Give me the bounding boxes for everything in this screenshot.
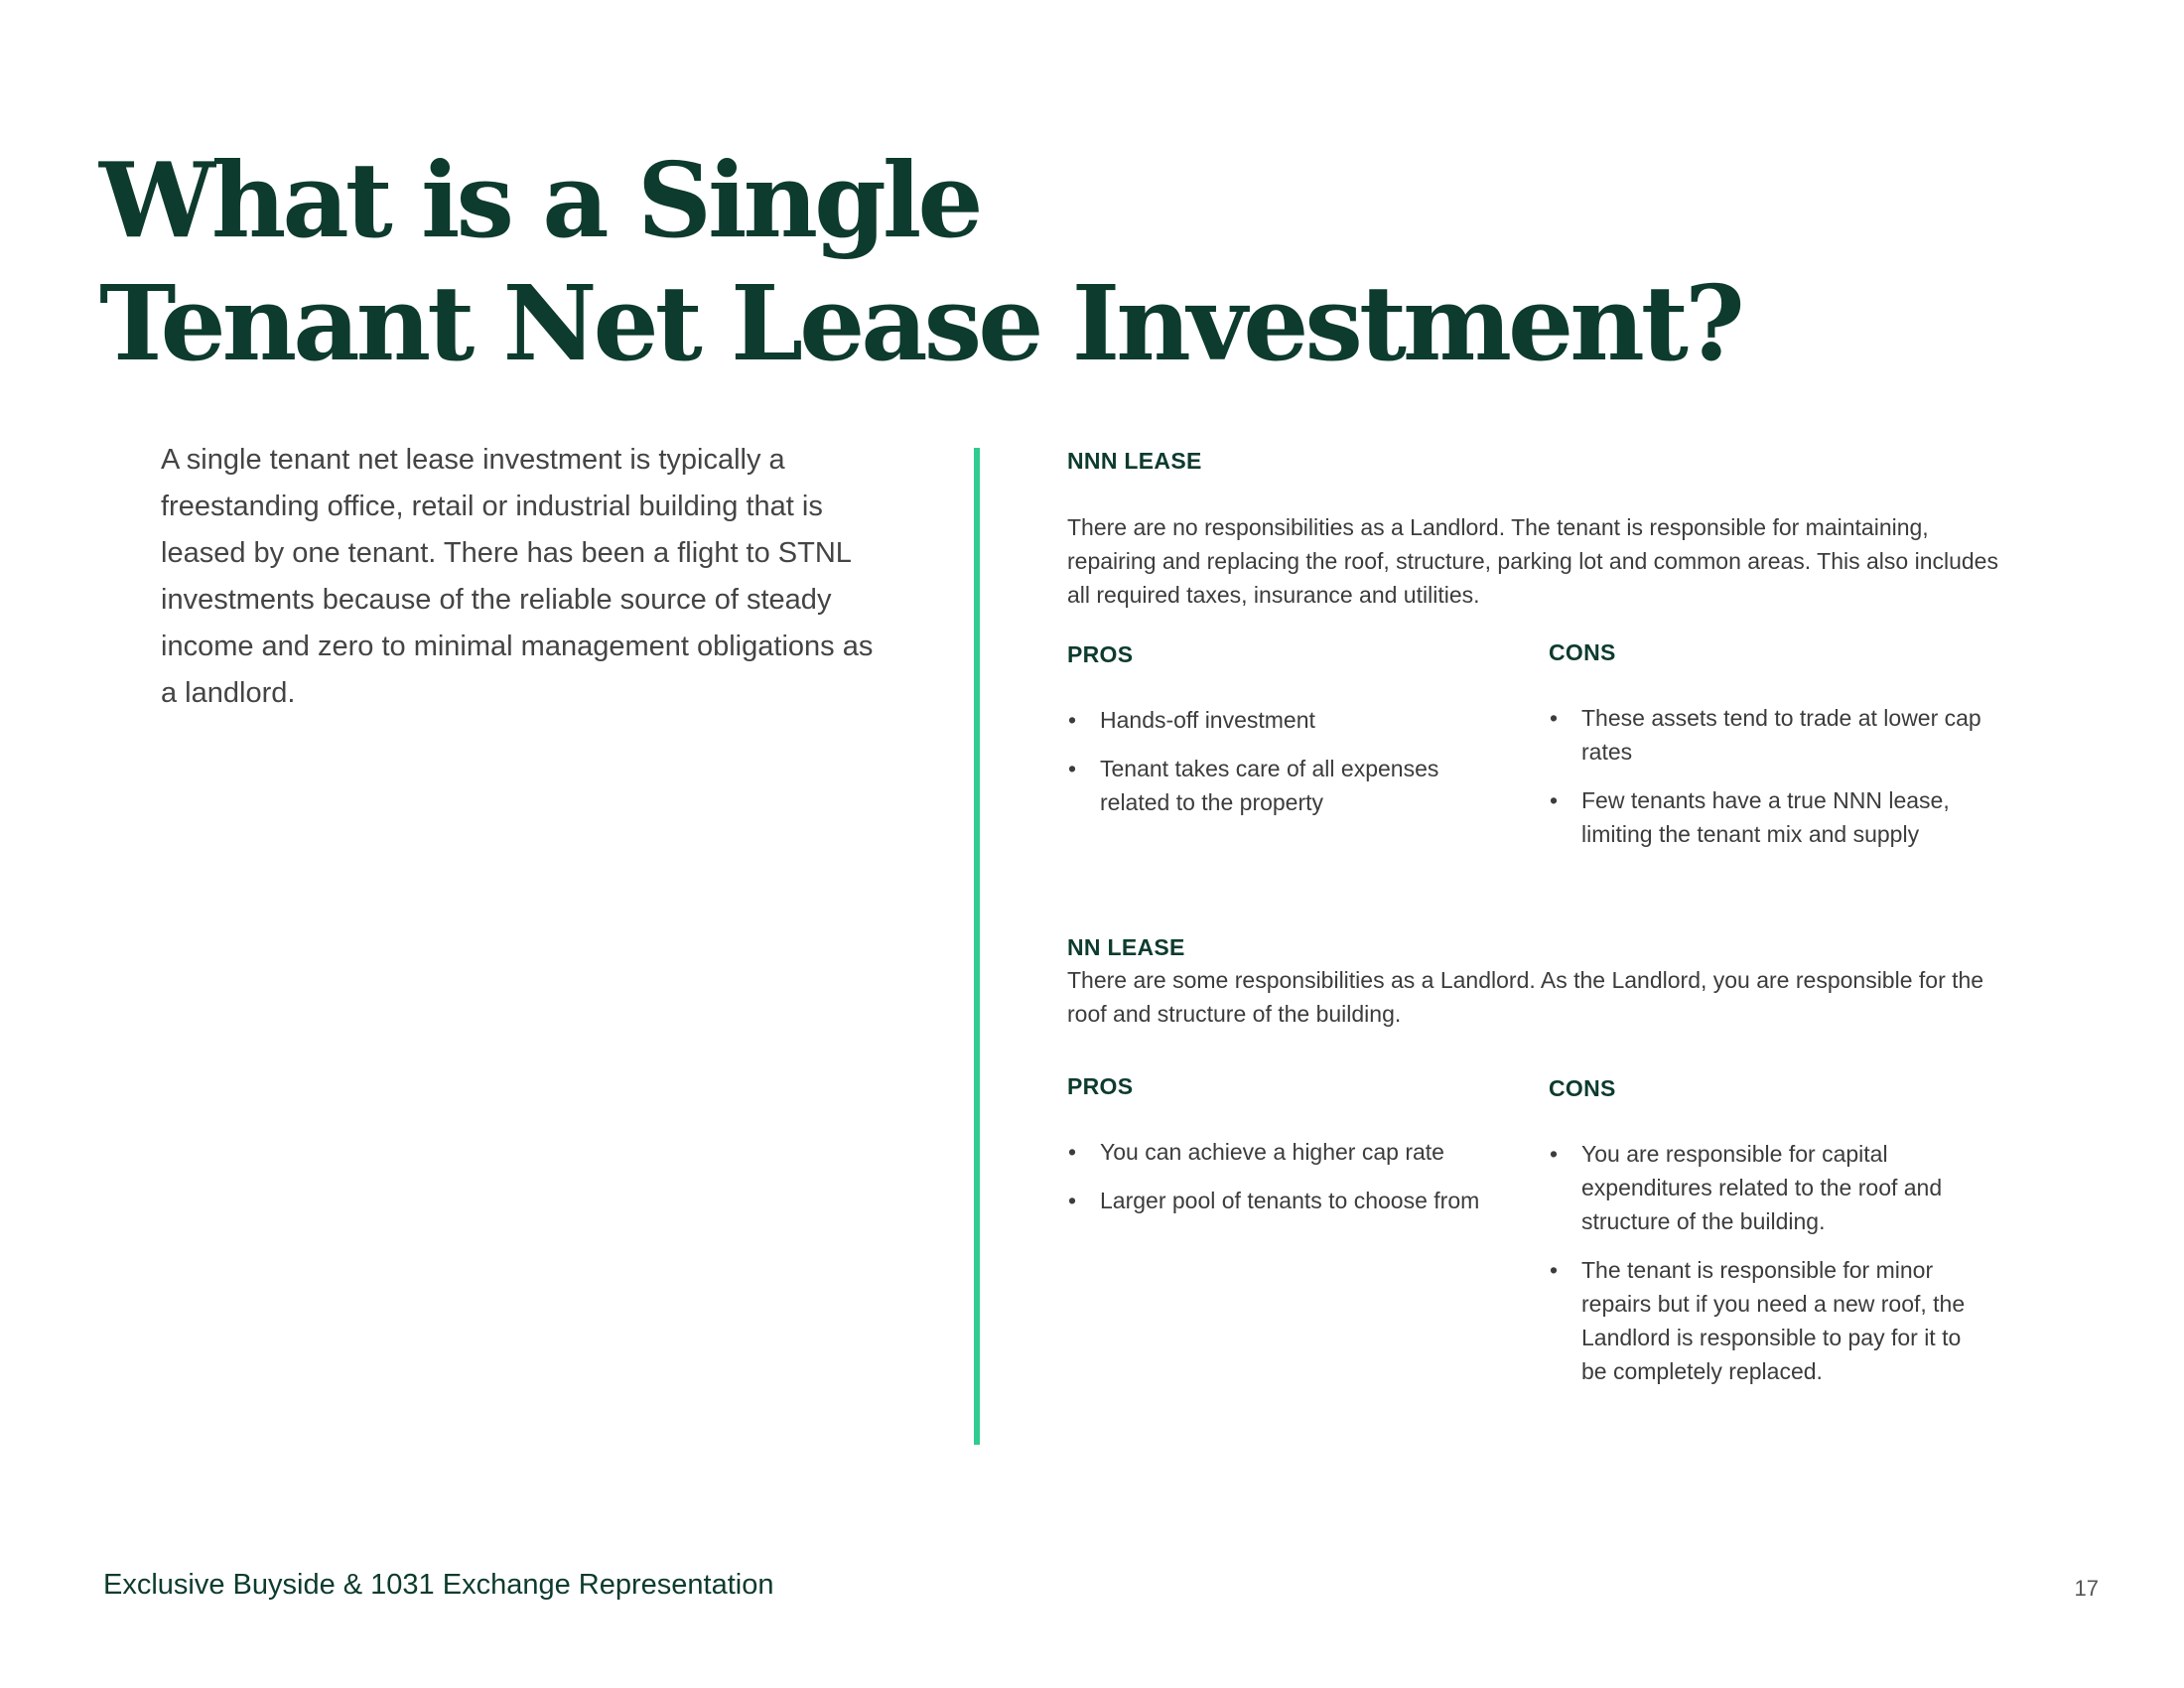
page-title-line-1: What is a Single xyxy=(99,139,980,261)
nnn-lease-heading: NNN LEASE xyxy=(1067,448,1202,474)
nn-lease-heading: NN LEASE xyxy=(1067,934,1185,960)
page-number: 17 xyxy=(2074,1576,2099,1601)
nnn-pros-list xyxy=(1067,703,1509,819)
vertical-divider xyxy=(974,448,980,1445)
list-item: • These assets tend to trade at lower cap rates xyxy=(1550,705,1981,765)
page-title xyxy=(99,139,1741,385)
list-item: • The tenant is responsible for minor repairs but if you need a new roof, the Landlord is responsible to pay for it to be completely replaced. xyxy=(1550,1257,1966,1384)
nn-pros-cons xyxy=(1067,1070,2020,1384)
nn-cons-column xyxy=(1549,1072,2015,1403)
list-item: • You are responsible for capital expenditures related to the roof and structure of the building. xyxy=(1550,1141,1943,1234)
list-item: • Hands-off investment xyxy=(1068,707,1315,733)
page-title-line-2: Tenant Net Lease Investment? xyxy=(99,262,1741,384)
nnn-cons-heading: CONS xyxy=(1549,639,1616,665)
nn-lease-section xyxy=(1067,931,2020,1384)
nnn-lease-description: There are no responsibilities as a Landlord. The tenant is responsible for maintaining, repairing and replacing the roof, structure, parking lot and common areas. This also includes all required taxes, insurance and utilities. xyxy=(1067,514,1998,608)
nnn-pros-column xyxy=(1067,638,1534,834)
nnn-pros-cons xyxy=(1067,636,2020,847)
list-item: • Tenant takes care of all expenses related to the property xyxy=(1068,756,1439,815)
nn-pros-column xyxy=(1067,1070,1534,1232)
nn-pros-heading: PROS xyxy=(1067,1073,1134,1099)
nnn-cons-column xyxy=(1549,636,2015,866)
list-item: • Few tenants have a true NNN lease, limiting the tenant mix and supply xyxy=(1550,787,1950,847)
nn-cons-heading: CONS xyxy=(1549,1075,1616,1101)
nn-lease-description: There are some responsibilities as a Landlord. As the Landlord, you are responsible for the roof and structure of the building. xyxy=(1067,967,1984,1027)
list-item: • Larger pool of tenants to choose from xyxy=(1068,1188,1480,1213)
intro-paragraph: A single tenant net lease investment is typically a freestanding office, retail or industrial building that is leased by one tenant. There has been a flight to STNL investments because of the reliable source of steady income and zero to minimal management obligations as a landlord. xyxy=(161,444,874,709)
lease-types-panel xyxy=(1067,445,2020,1384)
footer-title: Exclusive Buyside & 1031 Exchange Representation xyxy=(103,1569,774,1601)
nnn-lease-section xyxy=(1067,445,2020,847)
nnn-cons-list xyxy=(1549,701,1990,851)
nnn-pros-heading: PROS xyxy=(1067,641,1134,667)
nn-pros-list xyxy=(1067,1135,1509,1217)
list-item: • You can achieve a higher cap rate xyxy=(1068,1139,1444,1165)
nn-cons-list xyxy=(1549,1137,1990,1388)
